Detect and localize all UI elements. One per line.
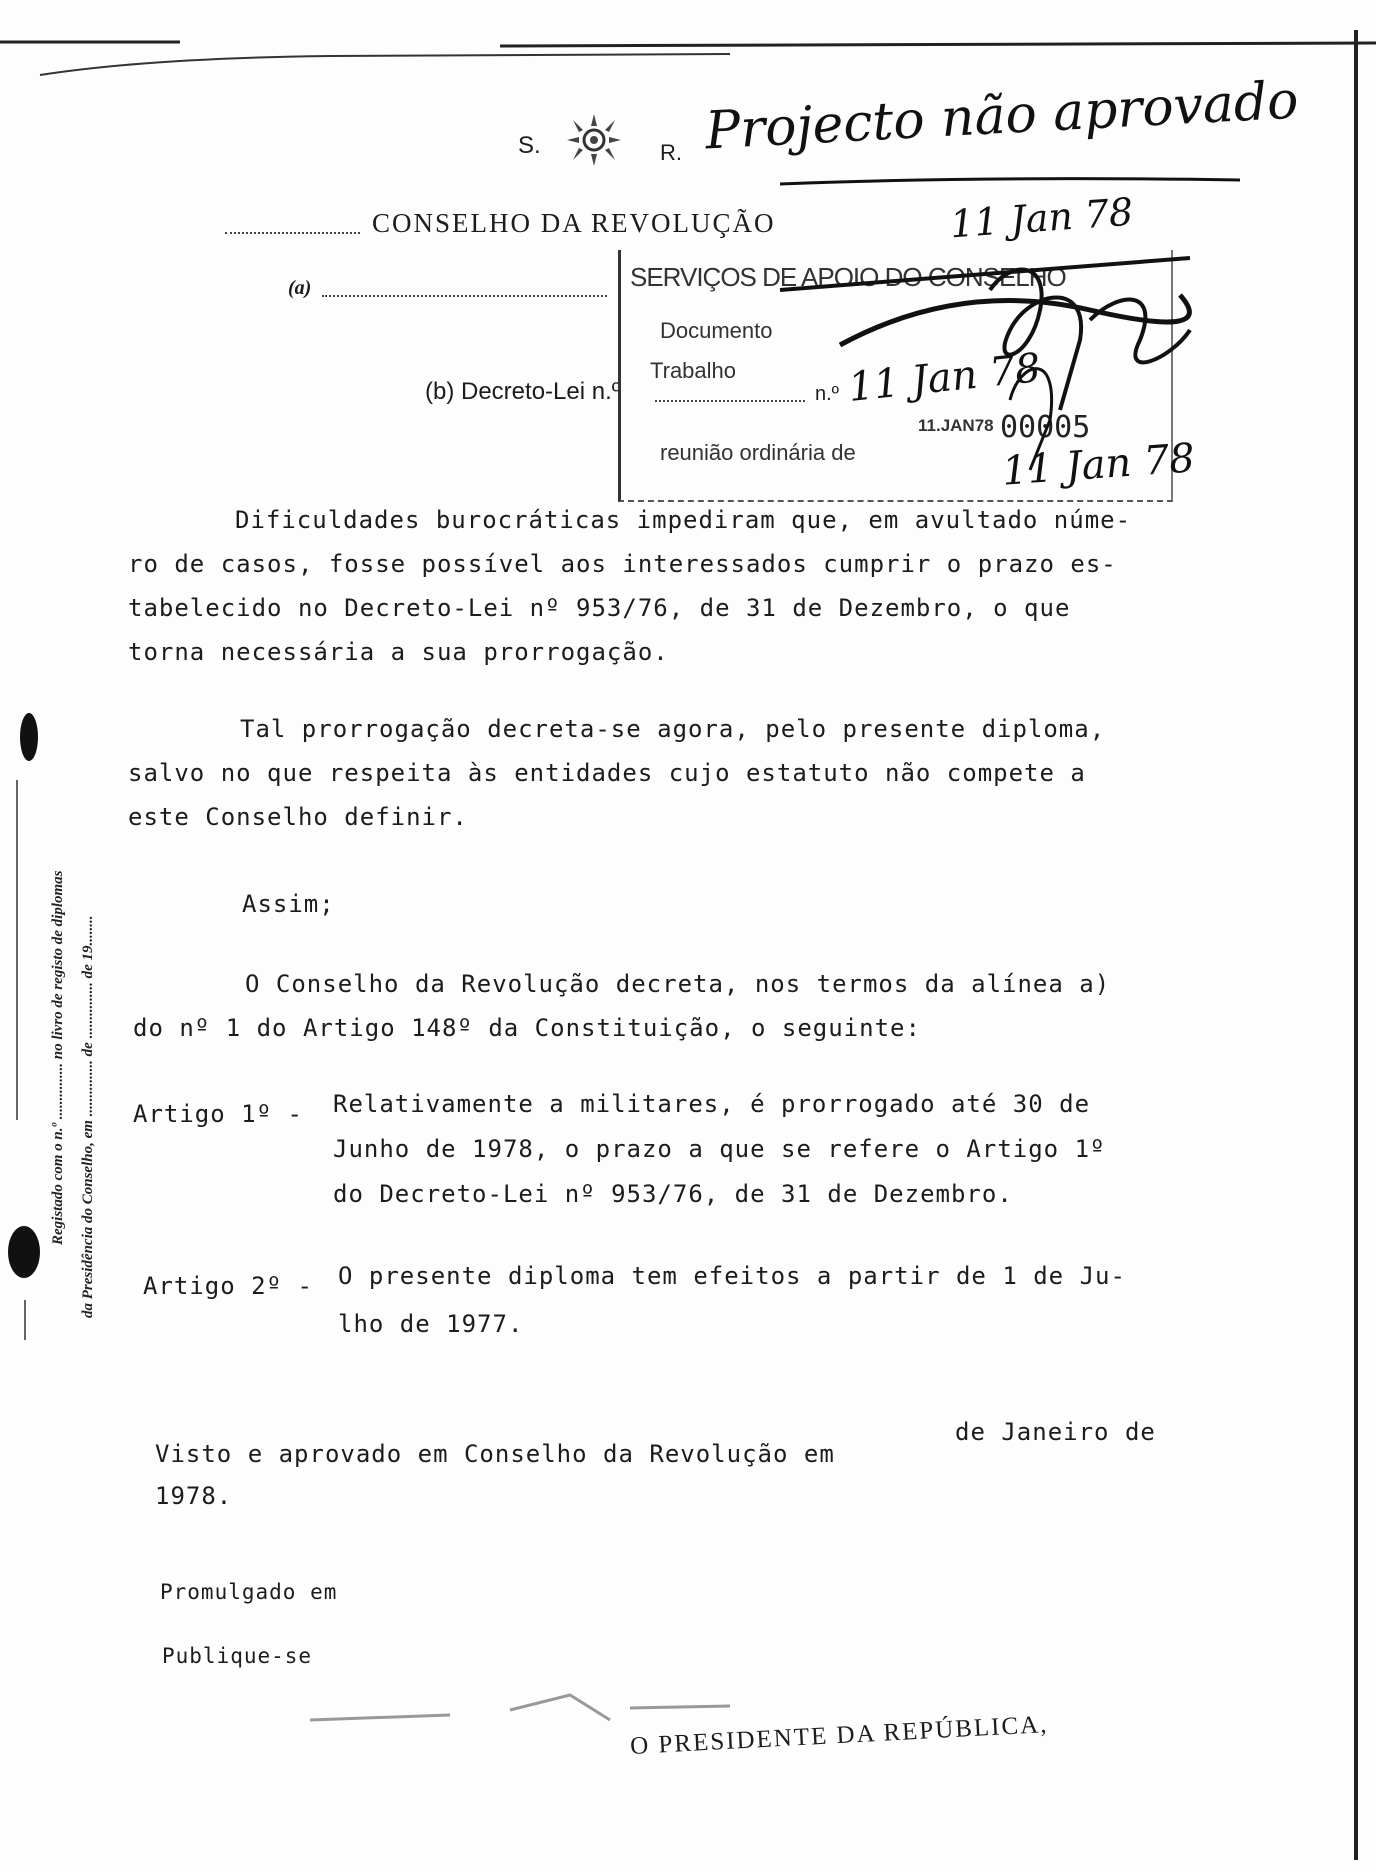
- handwritten-underline: [780, 172, 1240, 192]
- margin-registration-line1: Registado com o n.º ............... no livro de registo de diplomas: [50, 870, 66, 1245]
- president-signature-line: O PRESIDENTE DA REPÚBLICA,: [629, 1711, 1050, 1760]
- stamp-number: 00005: [1000, 410, 1091, 445]
- handwritten-stamp-date-1: 11 Jan 78: [846, 345, 1043, 411]
- article1-line3: do Decreto-Lei nº 953/76, de 31 de Dezembro.: [333, 1180, 1013, 1208]
- field-a-label: (a): [288, 277, 312, 299]
- handwritten-project-note: Projecto não aprovado: [703, 70, 1300, 162]
- header-rule-line: [30, 50, 730, 80]
- margin-fold-line: [24, 1300, 26, 1340]
- council-dotted-leader: [225, 232, 360, 234]
- margin-fold-line: [16, 780, 18, 1120]
- stamp-work-line: Trabalho: [650, 358, 737, 383]
- publish-line: Publique-se: [162, 1644, 313, 1668]
- field-b-no-label: n.º: [815, 383, 839, 405]
- approval-year: 1978.: [155, 1482, 233, 1510]
- stamp-meeting-line: reunião ordinária de: [660, 440, 856, 465]
- handwritten-date-note: 11 Jan 78: [948, 189, 1135, 247]
- s-mark: S.: [518, 132, 541, 159]
- binding-hole-mark: [8, 1226, 40, 1278]
- faint-scan-smudge: [310, 1690, 730, 1730]
- para1-line2: ro de casos, fosse possível aos interessados cumprir o prazo es-: [128, 550, 1117, 578]
- approval-month: de Janeiro de: [955, 1418, 1156, 1446]
- republic-emblem-icon: [563, 112, 625, 168]
- para1-line4: torna necessária a sua prorrogação.: [128, 638, 669, 666]
- promulgated-line: Promulgado em: [160, 1580, 338, 1604]
- stamp-document-line: Documento: [660, 318, 773, 343]
- field-a-dotted-line: [322, 295, 607, 297]
- article1-line1: Relativamente a militares, é prorrogado até 30 de: [333, 1090, 1091, 1118]
- margin-registration-line2: da Presidência do Conselho, em ............... de ............... de 19........: [80, 915, 96, 1318]
- para2-line2: salvo no que respeita às entidades cujo estatuto não compete a: [128, 759, 1086, 787]
- para1-line3: tabelecido no Decreto-Lei nº 953/76, de 31 de Dezembro, o que: [128, 594, 1071, 622]
- stamp-date-code: 11.JAN78: [918, 416, 994, 435]
- handwritten-stamp-date-2: 11 Jan 78: [1000, 435, 1197, 495]
- para2-line1: Tal prorrogação decreta-se agora, pelo presente diploma,: [240, 715, 1106, 743]
- stamp-title: SERVIÇOS DE APOIO DO CONSELHO: [630, 262, 1066, 292]
- field-b-label: (b) Decreto-Lei n.º: [425, 378, 621, 405]
- council-heading: CONSELHO DA REVOLUÇÃO: [372, 208, 776, 238]
- para3-line1: O Conselho da Revolução decreta, nos termos da alínea a): [245, 970, 1111, 998]
- article1-line2: Junho de 1978, o prazo a que se refere o Artigo 1º: [333, 1135, 1106, 1163]
- article1-label: Artigo 1º -: [133, 1100, 303, 1128]
- article2-line2: lho de 1977.: [338, 1310, 524, 1338]
- approval-text: Visto e aprovado em Conselho da Revolução em: [155, 1440, 835, 1468]
- assim-line: Assim;: [242, 890, 335, 918]
- right-edge-line: [1354, 30, 1364, 1860]
- top-edge-line: [0, 40, 1376, 50]
- article2-line1: O presente diploma tem efeitos a partir de 1 de Ju-: [338, 1262, 1126, 1290]
- article2-label: Artigo 2º -: [143, 1272, 313, 1300]
- r-mark: R.: [660, 140, 682, 165]
- para2-line3: este Conselho definir.: [128, 803, 468, 831]
- para1-line1: Dificuldades burocráticas impediram que, em avultado núme-: [235, 506, 1132, 534]
- para3-line2: do nº 1 do Artigo 148º da Constituição, o seguinte:: [133, 1014, 921, 1042]
- binding-hole-mark: [20, 713, 38, 761]
